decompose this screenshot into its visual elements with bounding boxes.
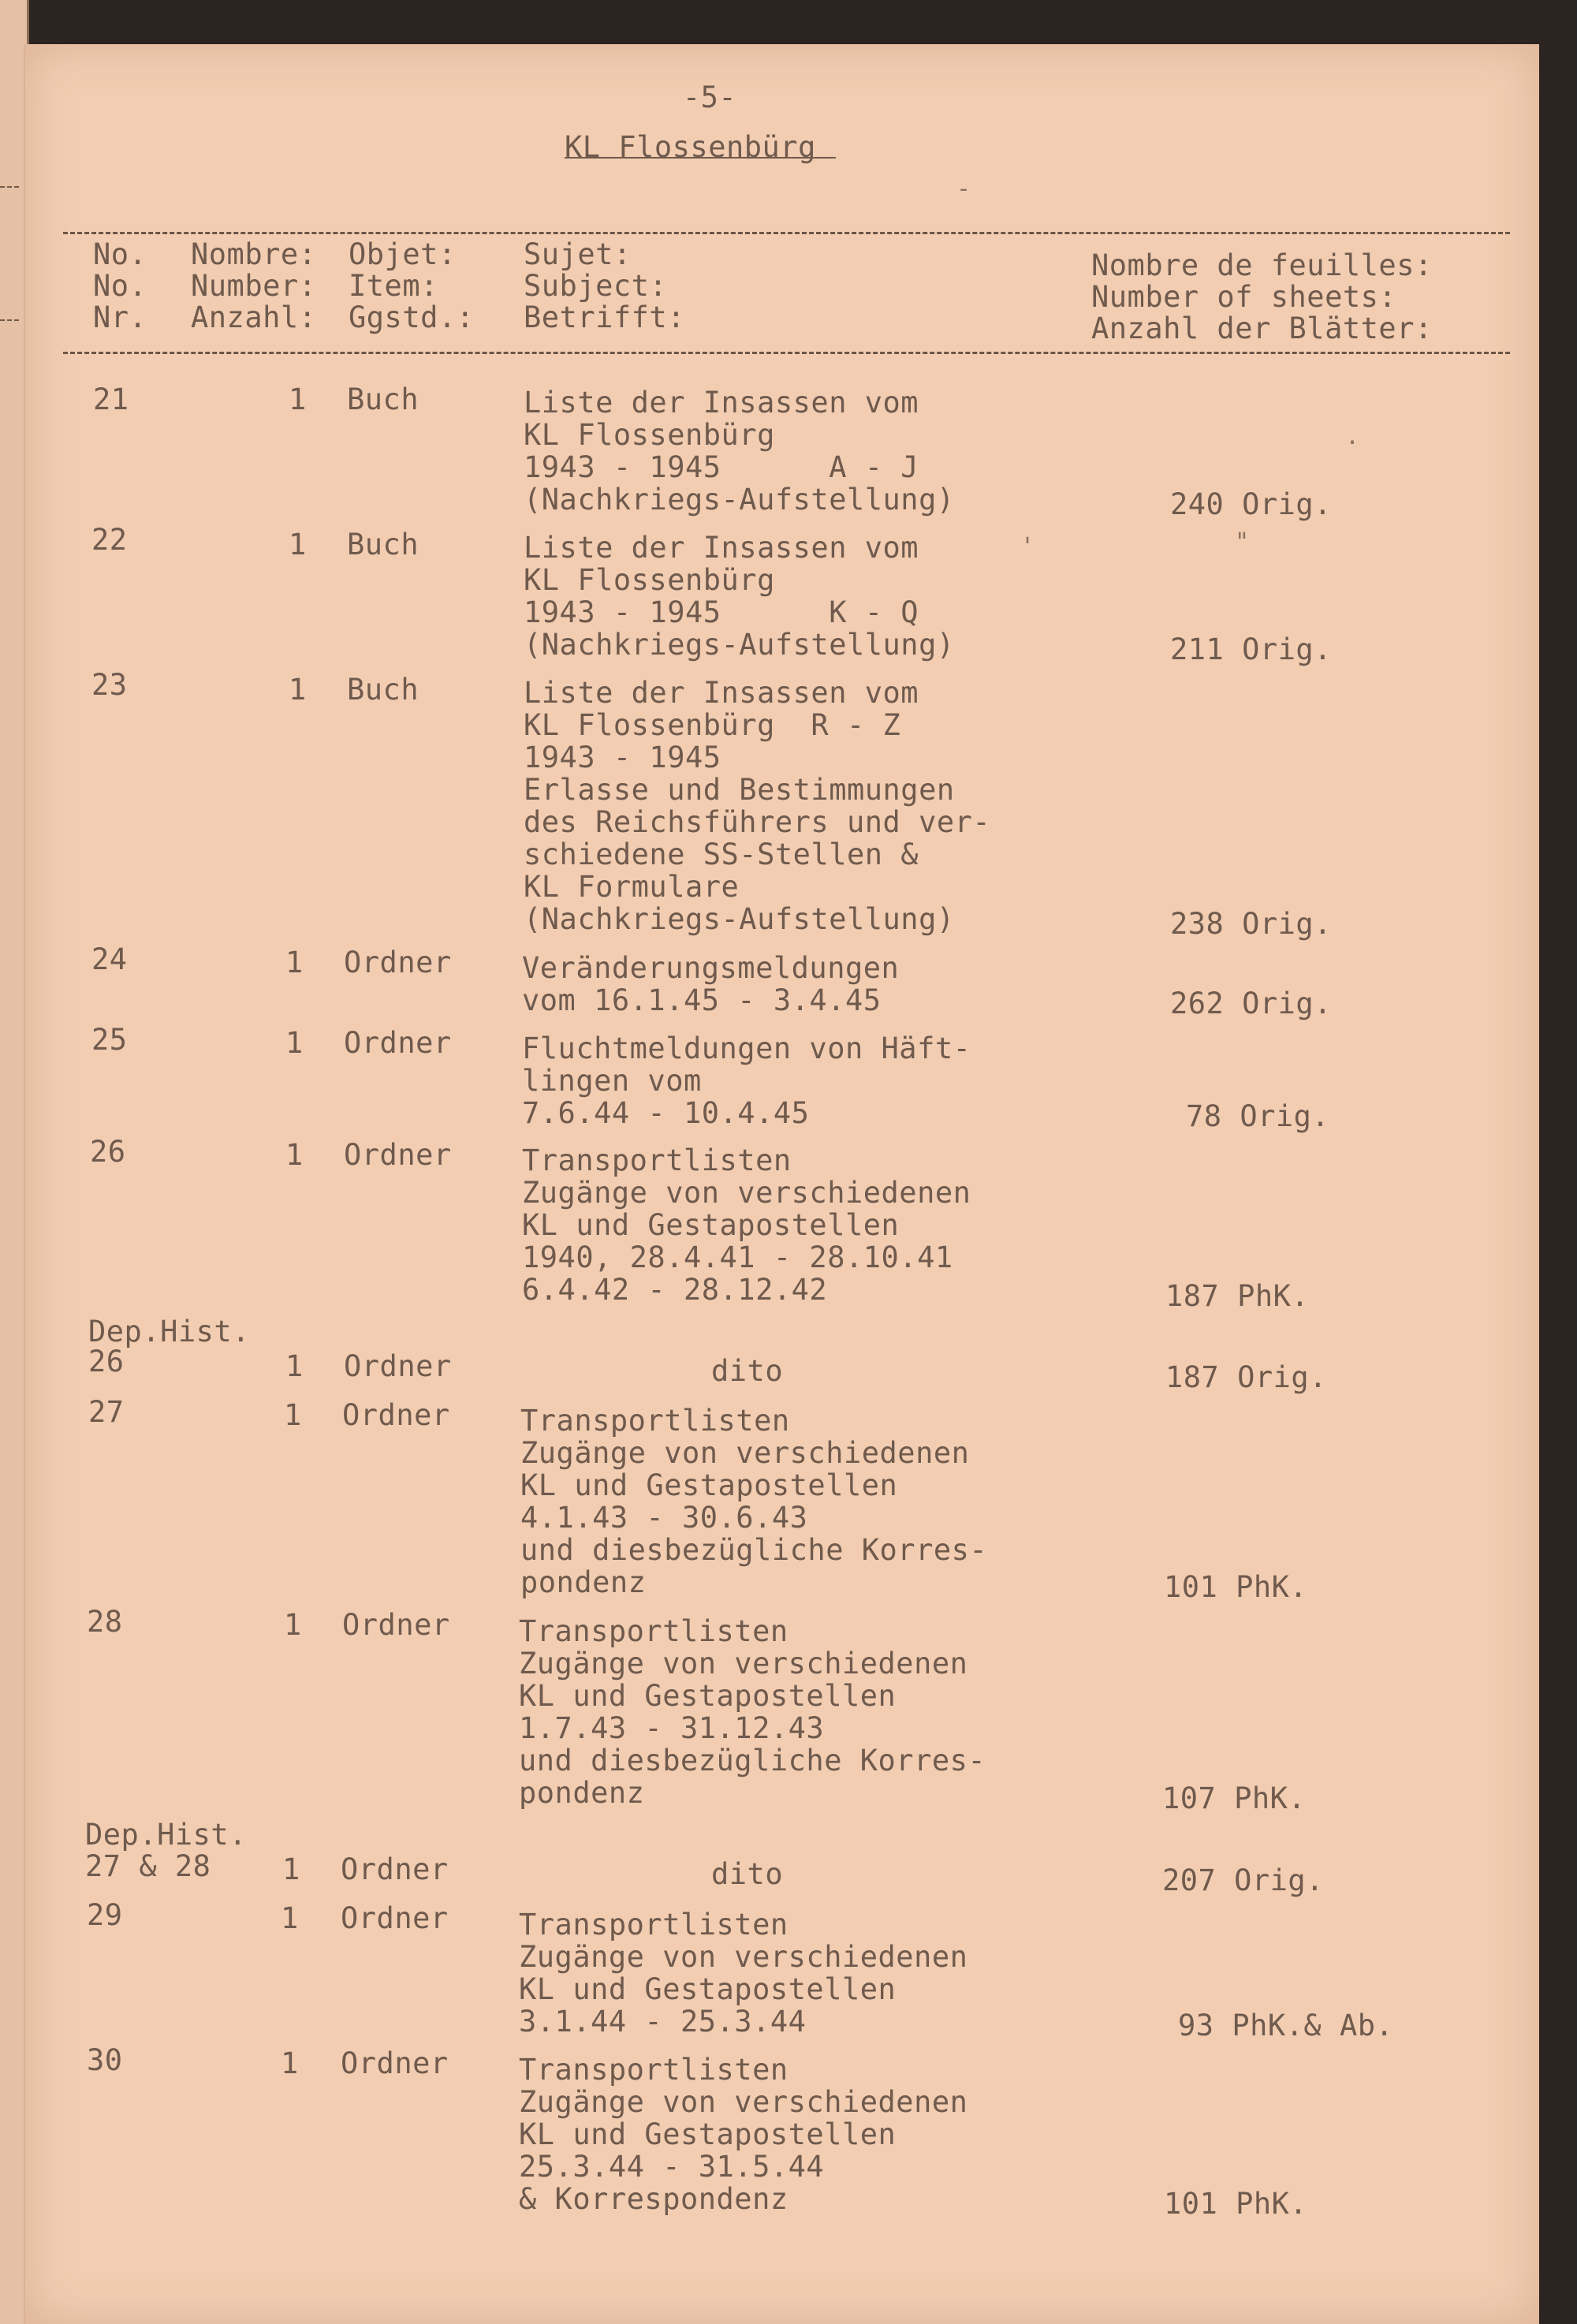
- row-count: 1: [289, 673, 307, 707]
- row-subject-line: Transportlisten: [519, 1614, 788, 1648]
- header-no-en: No.: [93, 269, 147, 303]
- row-subject-line: 3.1.44 - 25.3.44: [519, 2005, 807, 2039]
- row-subject-dito: dito: [711, 1354, 784, 1388]
- row-item: Ordner: [344, 1138, 452, 1172]
- row-sheets: 101 PhK.: [1164, 1570, 1308, 1604]
- row-subject-line: (Nachkriegs-Aufstellung): [524, 902, 955, 936]
- row-sheets: 211 Orig.: [1170, 632, 1332, 666]
- row-item: Ordner: [344, 1026, 452, 1060]
- row-subject-line: pondenz: [520, 1565, 647, 1599]
- row-subject-line: KL und Gestapostellen: [520, 1468, 898, 1502]
- header-no-de: Nr.: [93, 300, 147, 334]
- row-subject-line: KL Formulare: [524, 870, 740, 904]
- header-sheets-fr: Nombre de feuilles:: [1091, 248, 1433, 282]
- row-item: Ordner: [342, 1398, 450, 1432]
- row-subject-line: Zugänge von verschiedenen: [520, 1436, 970, 1470]
- row-subject-line: Zugänge von verschiedenen: [519, 1940, 968, 1974]
- title-underline: [565, 157, 836, 159]
- row-subject-dito: dito: [711, 1857, 784, 1891]
- row-sheets: 207 Orig.: [1162, 1863, 1324, 1897]
- row-subject-line: Erlasse und Bestimmungen: [524, 773, 955, 807]
- row-count: 1: [289, 382, 307, 416]
- row-subject-line: Transportlisten: [520, 1404, 790, 1438]
- row-sheets: 187 Orig.: [1165, 1360, 1327, 1394]
- row-sheets: 187 PhK.: [1165, 1279, 1310, 1313]
- row-count: 1: [285, 1026, 304, 1060]
- row-prefix: Dep.Hist.: [88, 1315, 250, 1349]
- row-sheets: 101 PhK.: [1164, 2187, 1308, 2221]
- handwritten-ditto-mark: ": [1235, 528, 1250, 556]
- stray-mark: -: [956, 175, 971, 203]
- row-subject-line: KL und Gestapostellen: [522, 1208, 900, 1242]
- page-number: -5-: [682, 80, 737, 114]
- row-number: 27: [88, 1395, 125, 1429]
- page-title: KL Flossenbürg: [565, 130, 816, 164]
- row-prefix: Dep.Hist.: [85, 1818, 247, 1852]
- row-subject-line: Liste der Insassen vom: [524, 386, 919, 420]
- row-count: 1: [285, 946, 304, 979]
- row-sheets: 238 Orig.: [1170, 907, 1332, 941]
- stray-mark: ': [1020, 533, 1035, 561]
- row-count: 1: [289, 528, 307, 561]
- row-subject-line: Zugänge von verschiedenen: [519, 2085, 968, 2119]
- row-subject-line: KL und Gestapostellen: [519, 1972, 897, 2006]
- header-item-fr: Objet:: [349, 237, 457, 271]
- header-subject-en: Subject:: [524, 269, 668, 303]
- row-count: 1: [281, 2046, 299, 2080]
- row-sheets: 93 PhK.& Ab.: [1178, 2009, 1394, 2042]
- row-subject-line: 1943 - 1945 A - J: [524, 450, 919, 484]
- row-number: 27 & 28: [85, 1849, 211, 1883]
- row-number: 22: [91, 523, 128, 557]
- row-count: 1: [284, 1398, 302, 1432]
- row-sheets: 262 Orig.: [1170, 987, 1332, 1020]
- row-subject-line: Zugänge von verschiedenen: [519, 1647, 968, 1681]
- row-number: 25: [91, 1023, 128, 1057]
- row-subject-line: Zugänge von verschiedenen: [522, 1176, 971, 1210]
- row-subject-line: 25.3.44 - 31.5.44: [519, 2150, 825, 2184]
- row-count: 1: [285, 1138, 304, 1172]
- row-subject-line: KL und Gestapostellen: [519, 2117, 897, 2151]
- row-subject-line: und diesbezügliche Korres-: [519, 1744, 986, 1778]
- row-item: Ordner: [341, 1901, 449, 1935]
- row-subject-line: Transportlisten: [522, 1143, 792, 1177]
- row-number: 23: [91, 668, 128, 702]
- header-count-en: Number:: [191, 269, 317, 303]
- row-subject-line: 1.7.43 - 31.12.43: [519, 1711, 825, 1745]
- row-sheets: 78 Orig.: [1186, 1099, 1330, 1133]
- row-item: Ordner: [344, 1349, 452, 1383]
- row-number: 30: [87, 2043, 123, 2077]
- row-subject-line: 4.1.43 - 30.6.43: [520, 1501, 808, 1535]
- row-subject-line: 1940, 28.4.41 - 28.10.41: [522, 1240, 953, 1274]
- row-subject-line: Liste der Insassen vom: [524, 531, 919, 565]
- header-top-rule: [63, 232, 1510, 234]
- row-item: Ordner: [344, 946, 452, 979]
- row-subject-line: 1943 - 1945 K - Q: [524, 595, 919, 629]
- stray-mark: .: [1345, 423, 1360, 450]
- row-sheets: 107 PhK.: [1162, 1781, 1307, 1815]
- row-count: 1: [284, 1608, 302, 1642]
- row-subject-line: Transportlisten: [519, 1908, 788, 1942]
- row-number: 26: [90, 1135, 126, 1169]
- row-number: 24: [91, 942, 128, 976]
- row-subject-line: KL und Gestapostellen: [519, 1679, 897, 1713]
- row-subject-line: vom 16.1.45 - 3.4.45: [522, 983, 882, 1017]
- header-item-de: Ggstd.:: [349, 300, 475, 334]
- row-subject-line: Fluchtmeldungen von Häft-: [522, 1031, 971, 1065]
- row-subject-line: lingen vom: [522, 1064, 702, 1098]
- row-subject-line: & Korrespondenz: [519, 2182, 788, 2216]
- row-item: Ordner: [341, 1852, 449, 1886]
- row-subject-line: 6.4.42 - 28.12.42: [522, 1273, 828, 1307]
- row-subject-line: Transportlisten: [519, 2053, 788, 2087]
- header-subject-de: Betrifft:: [524, 300, 685, 334]
- row-number: 28: [87, 1605, 123, 1639]
- row-subject-line: pondenz: [519, 1776, 645, 1810]
- row-item: Ordner: [342, 1608, 450, 1642]
- row-subject-line: KL Flossenbürg: [524, 418, 775, 452]
- row-subject-line: und diesbezügliche Korres-: [520, 1533, 988, 1567]
- header-subject-fr: Sujet:: [524, 237, 632, 271]
- row-subject-line: (Nachkriegs-Aufstellung): [524, 483, 955, 517]
- row-number: 26: [88, 1345, 125, 1378]
- previous-page-rule-mark: [0, 319, 19, 321]
- row-subject-line: Veränderungsmeldungen: [522, 951, 900, 985]
- row-subject-line: (Nachkriegs-Aufstellung): [524, 628, 955, 662]
- row-number: 21: [93, 382, 129, 416]
- row-count: 1: [285, 1349, 304, 1383]
- header-no-fr: No.: [93, 237, 147, 271]
- row-subject-line: des Reichsführers und ver-: [524, 805, 991, 839]
- header-sheets-de: Anzahl der Blätter:: [1091, 311, 1433, 345]
- header-sheets-en: Number of sheets:: [1091, 280, 1397, 314]
- row-subject-line: schiedene SS-Stellen &: [524, 837, 919, 871]
- row-subject-line: 7.6.44 - 10.4.45: [522, 1096, 810, 1130]
- row-subject-line: 1943 - 1945: [524, 740, 721, 774]
- row-subject-line: KL Flossenbürg: [524, 563, 775, 597]
- header-count-fr: Nombre:: [191, 237, 317, 271]
- row-sheets: 240 Orig.: [1170, 487, 1332, 521]
- row-count: 1: [281, 1901, 299, 1935]
- row-number: 29: [87, 1898, 123, 1932]
- row-item: Buch: [347, 382, 419, 416]
- row-count: 1: [282, 1852, 300, 1886]
- header-count-de: Anzahl:: [191, 300, 317, 334]
- header-bottom-rule: [63, 352, 1510, 354]
- row-item: Buch: [347, 673, 419, 707]
- row-subject-line: KL Flossenbürg R - Z: [524, 708, 901, 742]
- row-item: Ordner: [341, 2046, 449, 2080]
- row-item: Buch: [347, 528, 419, 561]
- row-subject-line: Liste der Insassen vom: [524, 676, 919, 710]
- previous-page-rule-mark: [0, 186, 19, 188]
- header-item-en: Item:: [349, 269, 438, 303]
